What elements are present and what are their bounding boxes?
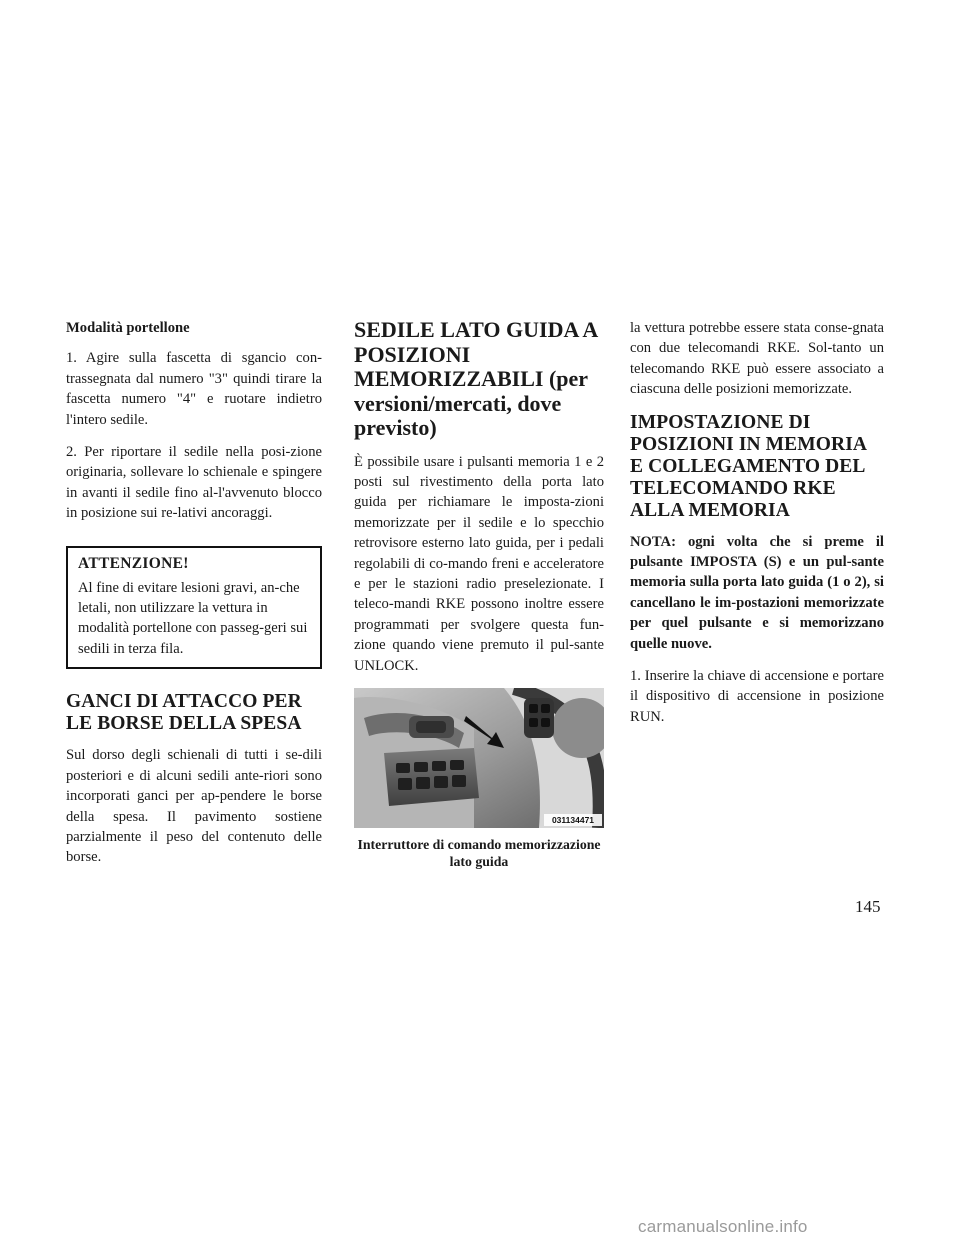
section-heading-shopping-bag-hooks: GANCI DI ATTACCO PER LE BORSE DELLA SPESA [66, 691, 302, 735]
section-heading-memory-seat: SEDILE LATO GUIDA A POSIZIONI MEMORIZZABILI (per versioni/mercati, dove previsto) [354, 317, 598, 440]
memory-switch-figure [354, 688, 604, 828]
section-heading-memory-setup: IMPOSTAZIONE DI POSIZIONI IN MEMORIA E COLLEGAMENTO DEL TELECOMANDO RKE ALLA MEMORIA [630, 411, 867, 521]
setup-step-1: 1. Inserire la chiave di accensione e portare il dispositivo di accensione in posizione RUN. [630, 668, 884, 725]
door-panel-memory-switch-image [354, 688, 604, 828]
column-middle [354, 318, 604, 871]
step-2: 2. Per riportare il sedile nella posi-zione originaria, sollevare lo schienale e spingere in avanti il sedile fino al-l'avvenuto blocco in posizione sui re-lativi ancoraggi. [66, 444, 322, 522]
memory-seat-body: È possibile usare i pulsanti memoria 1 e 2 posti sul rivestimento della porta lato guida per richiamare le imposta-zioni memorizzate per il sedile e lo specchio retrovisore esterno lato guida, per i pedali regolabili di co-mando freni e acceleratore e per le stazioni radio preselezionate. I teleco-mandi RKE possono inoltre essere programmati per svolgere questa fun-zione quando viene premuto il pul-sante UNLOCK. [354, 453, 604, 674]
note-paragraph: NOTA: ogni volta che si preme il pulsante IMPOSTA (S) e un pul-sante memoria sulla porta lato guida (1 o 2), si cancellano le im-postazioni memorizzate per quel pulsante e si memorizzano quelle nuove. [630, 533, 884, 652]
column-left [66, 318, 322, 880]
figure-code: 031134471 [551, 814, 595, 825]
footer-watermark: carmanualsonline.info [638, 1217, 808, 1236]
column-right [630, 318, 884, 739]
page-number: 145 [855, 897, 881, 916]
shopping-bag-hooks-body: Sul dorso degli schienali di tutti i se-dili posteriori e di alcuni sedili ante-riori sono incorporati ganci per ap-pendere le borse della spesa. Il pavimento sostiene parzialmente il peso del contenuto delle borse. [66, 747, 322, 866]
warning-title: ATTENZIONE! [78, 554, 189, 572]
figure-caption: Interruttore di comando memorizzazione lato guida [357, 836, 601, 870]
warning-box [66, 546, 322, 670]
rke-intro-body: la vettura potrebbe essere stata conse-gnata con due telecomandi RKE. Sol-tanto un telecomando RKE può essere associato a ciascuna delle posizioni memorizzate. [630, 320, 884, 398]
step-1: 1. Agire sulla fascetta di sgancio con-trassegnata dal numero "3" quindi tirare la fascetta numero "4" e ruotare indietro l'intero sedile. [66, 350, 322, 428]
warning-text: Al fine di evitare lesioni gravi, an-che letali, non utilizzare la vettura in modalità portellone con passeg-geri sui sedili in terza fila. [78, 579, 308, 657]
subheading-tailgate-mode: Modalità portellone [66, 320, 190, 336]
